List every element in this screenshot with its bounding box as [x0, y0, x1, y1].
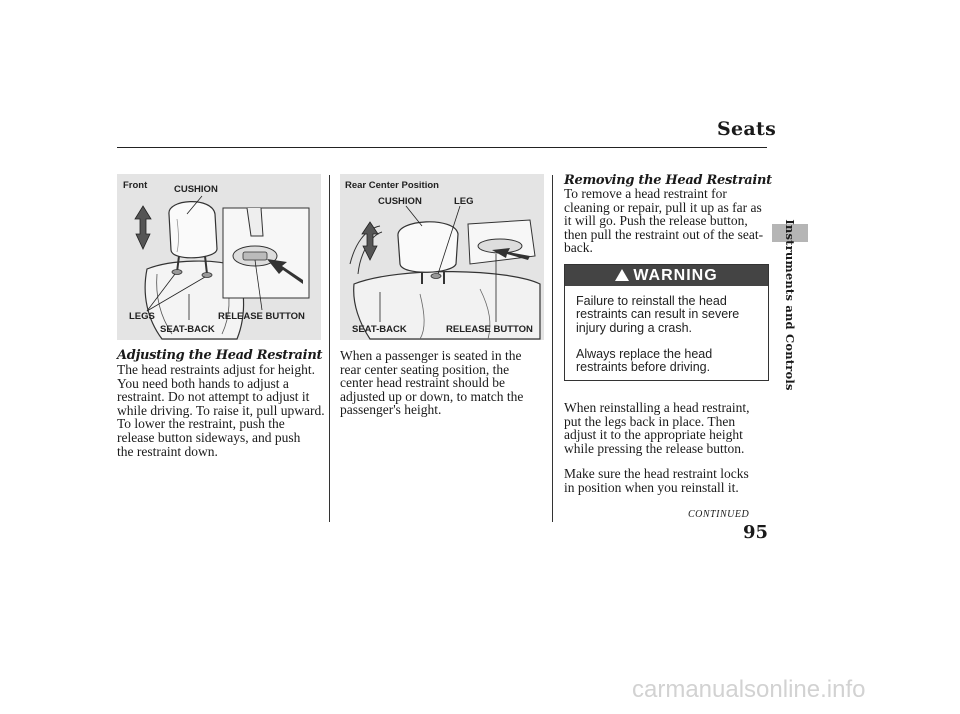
- adjusting-paragraph: [117, 363, 331, 458]
- text-line: Failure to reinstall the head: [576, 294, 727, 308]
- text-line: adjusted up or down, to match the: [340, 388, 524, 404]
- continued-label: CONTINUED: [688, 509, 750, 520]
- warning-box: [564, 264, 769, 381]
- locks-paragraph: [564, 467, 770, 494]
- text-line: When reinstalling a head restraint,: [564, 400, 750, 415]
- text-line: Always replace the head: [576, 347, 713, 361]
- warning-text-1: [576, 295, 739, 335]
- text-line: restraints can result in severe: [576, 307, 740, 322]
- figure-rear-label: Rear Center Position: [345, 180, 439, 191]
- header-rule: [117, 147, 767, 148]
- removing-paragraph: [564, 187, 770, 255]
- text-line: release button sideways, and push: [117, 429, 301, 445]
- warning-header: [565, 265, 768, 286]
- text-line: You need both hands to adjust a: [117, 375, 289, 391]
- column-divider-2: [552, 175, 553, 522]
- section-heading-removing: Removing the Head Restraint: [564, 173, 772, 188]
- text-line: center head restraint should be: [340, 375, 505, 391]
- text-line: injury during a crash.: [576, 320, 693, 335]
- label-release-button: RELEASE BUTTON: [218, 311, 305, 322]
- watermark: carmanualsonline.info: [632, 676, 866, 703]
- warning-text-2: [576, 348, 712, 375]
- column-divider-1: [329, 175, 330, 522]
- text-line: while pressing the release button.: [564, 440, 745, 456]
- text-line: the restraint down.: [117, 443, 218, 459]
- label-cushion: CUSHION: [174, 184, 218, 195]
- page-title: Seats: [717, 118, 777, 140]
- label-cushion: CUSHION: [378, 196, 422, 207]
- text-line: it will go. Push the release button,: [564, 213, 748, 229]
- section-side-label: Instruments and Controls: [783, 219, 797, 391]
- rear-head-restraint-figure: [340, 174, 544, 340]
- text-line: cleaning or repair, pull it up as far as: [564, 199, 762, 215]
- label-release-button: RELEASE BUTTON: [446, 324, 533, 335]
- label-seat-back: SEAT-BACK: [160, 324, 215, 335]
- rear-seat-illustration: [340, 174, 544, 340]
- text-line: rear center seating position, the: [340, 361, 510, 377]
- text-line: Make sure the head restraint locks: [564, 466, 749, 481]
- reinstall-paragraph: [564, 401, 770, 455]
- text-line: To remove a head restraint for: [564, 186, 727, 201]
- rear-center-paragraph: [340, 349, 550, 417]
- text-line: put the legs back in place. Then: [564, 413, 736, 429]
- text-line: then pull the restraint out of the seat-: [564, 226, 764, 242]
- page-number: 95: [743, 522, 769, 543]
- text-line: To lower the restraint, push the: [117, 416, 285, 432]
- text-line: restraint. Do not attempt to adjust it: [117, 389, 310, 405]
- section-heading-adjusting: Adjusting the Head Restraint: [117, 348, 323, 363]
- text-line: restraints before driving.: [576, 360, 711, 375]
- text-line: in position when you reinstall it.: [564, 479, 739, 495]
- front-head-restraint-figure: [117, 174, 321, 340]
- text-line: while driving. To raise it, pull upward.: [117, 402, 325, 418]
- label-seat-back: SEAT-BACK: [352, 324, 407, 335]
- text-line: When a passenger is seated in the: [340, 348, 522, 363]
- warning-triangle-icon: [615, 269, 629, 281]
- warning-title: WARNING: [633, 267, 718, 284]
- label-legs: LEGS: [129, 311, 155, 322]
- label-leg: LEG: [454, 196, 474, 207]
- text-line: back.: [564, 240, 593, 256]
- text-line: passenger's height.: [340, 402, 442, 418]
- text-line: The head restraints adjust for height.: [117, 362, 315, 377]
- text-line: adjust it to the appropriate height: [564, 427, 743, 443]
- figure-front-label: Front: [123, 180, 148, 191]
